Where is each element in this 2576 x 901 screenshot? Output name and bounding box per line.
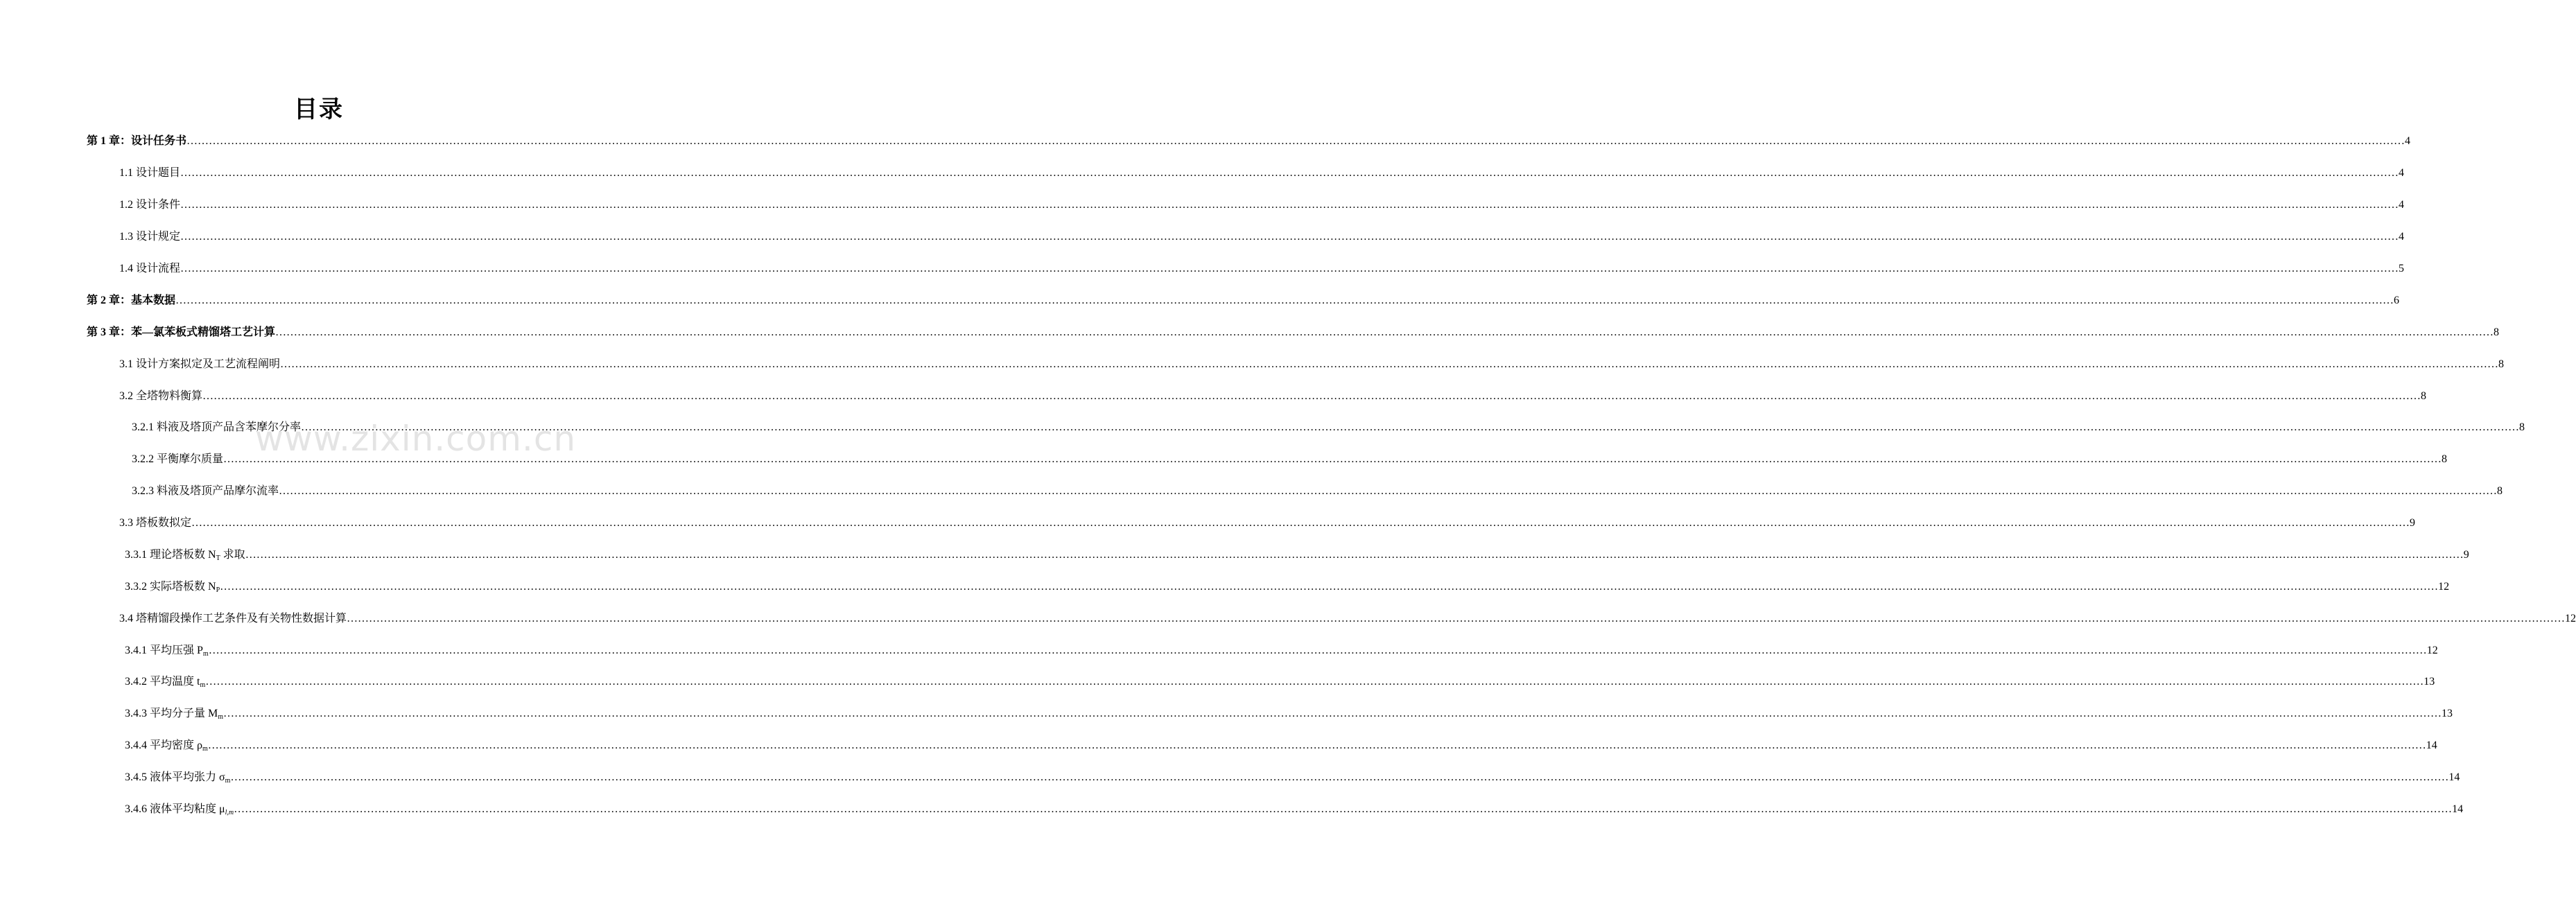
- toc-entry-label: 1.1 设计题目: [119, 167, 181, 179]
- toc-leader: ……………………………………………………………………………………………………………………………………………………………………………………………………………………………………………………………………………………………………………………………………………………………………………………………………………………………………………………………………………………………………………………………………………………: [234, 803, 2453, 815]
- toc-entry-label: 3.1 设计方案拟定及工艺流程阐明: [119, 358, 281, 370]
- toc-entry-3-4-3[interactable]: [125, 706, 2453, 722]
- toc-entry-label: 3.2.3 料液及塔顶产品摩尔流率: [132, 485, 279, 497]
- subscript: m: [218, 713, 224, 721]
- toc-entry-label: 3.2 全塔物料衡算: [119, 390, 203, 402]
- subscript: m: [225, 777, 231, 785]
- toc-entry-3-3-2[interactable]: [125, 579, 2450, 595]
- toc-entry-3-2-2[interactable]: [132, 451, 2448, 468]
- toc-entry-label: 第 2 章：基本数据: [87, 295, 176, 306]
- toc-entry-page: 4: [2405, 135, 2411, 147]
- toc-entry-page: 12: [2438, 581, 2450, 593]
- toc-entry-page: 14: [2452, 803, 2464, 815]
- toc-leader: ……………………………………………………………………………………………………………………………………………………………………………………………………………………………………………………………………………………………………………………………………………………………………………………………………………………………………………………………………………………………………………………………………………………: [208, 645, 2427, 656]
- toc-entry-page: 8: [2519, 421, 2525, 433]
- toc-entry-page: 12: [2426, 645, 2438, 656]
- toc-entry-page: 8: [2442, 453, 2448, 465]
- toc-entry-label: 3.4.1 平均压强 P: [125, 645, 203, 656]
- toc-entry-label: 3.3 塔板数拟定: [119, 517, 192, 529]
- toc-entry-1-3[interactable]: [119, 229, 2405, 245]
- toc-leader: ……………………………………………………………………………………………………………………………………………………………………………………………………………………………………………………………………………………………………………………………………………………………………………………………………………………………………………………………………………………………………………………………………………………: [186, 135, 2405, 147]
- toc-entry-label: 第 1 章：设计任务书: [87, 135, 187, 147]
- toc-leader: ……………………………………………………………………………………………………………………………………………………………………………………………………………………………………………………………………………………………………………………………………………………………………………………………………………………………………………………………………………………………………………………………………………………: [230, 771, 2449, 783]
- toc-leader: ……………………………………………………………………………………………………………………………………………………………………………………………………………………………………………………………………………………………………………………………………………………………………………………………………………………………………………………………………………………………………………………………………………………: [220, 581, 2439, 593]
- toc-entry-page: 14: [2448, 771, 2460, 783]
- toc-leader: ……………………………………………………………………………………………………………………………………………………………………………………………………………………………………………………………………………………………………………………………………………………………………………………………………………………………………………………………………………………………………………………………………………………: [245, 549, 2464, 561]
- toc-leader: ……………………………………………………………………………………………………………………………………………………………………………………………………………………………………………………………………………………………………………………………………………………………………………………………………………………………………………………………………………………………………………………………………………………: [223, 453, 2442, 465]
- subscript: T: [216, 554, 220, 562]
- toc-entry-label: 3.3.2 实际塔板数 N: [125, 581, 216, 593]
- toc-entry-label-group: [125, 547, 245, 567]
- subscript: m: [202, 745, 208, 753]
- toc-title: 目录: [294, 96, 344, 123]
- toc-entry-label: 3.4.2 平均温度 t: [125, 676, 200, 688]
- subscript: m: [200, 681, 206, 689]
- toc-entry-label: 1.4 设计流程: [119, 263, 181, 274]
- toc-entry-label: 3.4.5 液体平均张力 σ: [125, 771, 225, 783]
- toc-entry-page: 14: [2426, 740, 2437, 751]
- toc-entry-label-suffix: 求取: [220, 549, 245, 561]
- toc-entry-page: 9: [2463, 549, 2469, 561]
- toc-entry-page: 8: [2498, 358, 2505, 370]
- toc-leader: ……………………………………………………………………………………………………………………………………………………………………………………………………………………………………………………………………………………………………………………………………………………………………………………………………………………………………………………………………………………………………………………………………………………: [202, 390, 2421, 402]
- toc-leader: ……………………………………………………………………………………………………………………………………………………………………………………………………………………………………………………………………………………………………………………………………………………………………………………………………………………………………………………………………………………………………………………………………………………: [191, 517, 2410, 529]
- toc-entry-label: 3.2.2 平衡摩尔质量: [132, 453, 224, 465]
- toc-entry-label: 3.4 塔精馏段操作工艺条件及有关物性数据计算: [119, 613, 347, 624]
- toc-entry-3-3-1[interactable]: [125, 547, 2469, 563]
- toc-entry-chapter-1[interactable]: [87, 133, 2411, 150]
- toc-entry-3-1[interactable]: [119, 356, 2505, 373]
- toc-entry-label: 1.2 设计条件: [119, 199, 181, 211]
- toc-entry-3-4-4[interactable]: [125, 737, 2437, 754]
- toc-entry-label-group: [125, 579, 220, 599]
- toc-leader: ……………………………………………………………………………………………………………………………………………………………………………………………………………………………………………………………………………………………………………………………………………………………………………………………………………………………………………………………………………………………………………………………………………………: [180, 263, 2399, 274]
- toc-leader: ……………………………………………………………………………………………………………………………………………………………………………………………………………………………………………………………………………………………………………………………………………………………………………………………………………………………………………………………………………………………………………………………………………………: [180, 167, 2399, 179]
- toc-entry-label-group: [125, 769, 230, 789]
- toc-leader: ……………………………………………………………………………………………………………………………………………………………………………………………………………………………………………………………………………………………………………………………………………………………………………………………………………………………………………………………………………………………………………………………………………………: [275, 326, 2494, 338]
- toc-entry-label: 3.3.1 理论塔板数 N: [125, 549, 216, 561]
- toc-entry-page: 8: [2497, 485, 2503, 497]
- toc-entry-page: 13: [2423, 676, 2435, 688]
- toc-leader: ……………………………………………………………………………………………………………………………………………………………………………………………………………………………………………………………………………………………………………………………………………………………………………………………………………………………………………………………………………………………………………………………………………………: [280, 358, 2499, 370]
- toc-entry-1-2[interactable]: [119, 197, 2405, 213]
- toc-entry-page: 5: [2399, 263, 2405, 274]
- toc-entry-label: 3.2.1 料液及塔顶产品含苯摩尔分率: [132, 421, 302, 433]
- toc-leader: ……………………………………………………………………………………………………………………………………………………………………………………………………………………………………………………………………………………………………………………………………………………………………………………………………………………………………………………………………………………………………………………………………………………: [347, 613, 2566, 624]
- watermark: www.zixin.com.cn: [255, 419, 577, 459]
- toc-entry-label-group: [125, 737, 208, 758]
- toc-entry-page: 9: [2410, 517, 2416, 529]
- toc-entry-label: 3.4.6 液体平均粘度 μ: [125, 803, 225, 815]
- toc-entry-label: 1.3 设计规定: [119, 231, 181, 243]
- toc-entry-1-4[interactable]: [119, 261, 2405, 277]
- toc-entry-label: 第 3 章：苯—氯苯板式精馏塔工艺计算: [87, 326, 276, 338]
- toc-entry-page: 4: [2399, 167, 2405, 179]
- toc-entry-3-3[interactable]: [119, 515, 2416, 532]
- toc-entry-3-4-2[interactable]: [125, 674, 2435, 690]
- toc-entry-page: 6: [2394, 295, 2400, 306]
- toc-entry-3-4-6[interactable]: [125, 801, 2464, 818]
- toc-entry-page: 8: [2421, 390, 2427, 402]
- toc-leader: ……………………………………………………………………………………………………………………………………………………………………………………………………………………………………………………………………………………………………………………………………………………………………………………………………………………………………………………………………………………………………………………………………………………: [207, 740, 2426, 751]
- toc-entry-label-group: [125, 706, 223, 726]
- toc-leader: ……………………………………………………………………………………………………………………………………………………………………………………………………………………………………………………………………………………………………………………………………………………………………………………………………………………………………………………………………………………………………………………………………………………: [175, 295, 2394, 306]
- toc-entry-3-4-5[interactable]: [125, 769, 2460, 786]
- toc-entry-page: 4: [2399, 199, 2405, 211]
- toc-entry-label: 3.4.4 平均密度 ρ: [125, 740, 202, 751]
- toc-entry-3-4-1[interactable]: [125, 642, 2438, 659]
- toc-leader: ……………………………………………………………………………………………………………………………………………………………………………………………………………………………………………………………………………………………………………………………………………………………………………………………………………………………………………………………………………………………………………………………………………………: [180, 199, 2399, 211]
- subscript: l,m: [225, 809, 234, 816]
- toc-entry-page: 8: [2494, 326, 2500, 338]
- toc-entry-chapter-3[interactable]: [87, 324, 2500, 341]
- toc-leader: ……………………………………………………………………………………………………………………………………………………………………………………………………………………………………………………………………………………………………………………………………………………………………………………………………………………………………………………………………………………………………………………………………………………: [301, 421, 2520, 433]
- toc-entry-label-group: [125, 801, 234, 821]
- toc-entry-chapter-2[interactable]: [87, 292, 2400, 309]
- toc-entry-page: 12: [2565, 613, 2576, 624]
- toc-entry-3-2-1[interactable]: [132, 419, 2525, 436]
- toc-entry-label-group: [125, 674, 205, 694]
- toc-entry-3-2-3[interactable]: [132, 483, 2503, 500]
- toc-entry-1-1[interactable]: [119, 165, 2405, 182]
- toc-entry-label: 3.4.3 平均分子量 M: [125, 708, 218, 719]
- subscript: m: [202, 650, 209, 658]
- toc-entry-3-2[interactable]: [119, 388, 2427, 405]
- toc-entry-page: 13: [2442, 708, 2453, 719]
- toc-entry-page: 4: [2399, 231, 2405, 243]
- subscript: P: [216, 586, 220, 594]
- toc-leader: ……………………………………………………………………………………………………………………………………………………………………………………………………………………………………………………………………………………………………………………………………………………………………………………………………………………………………………………………………………………………………………………………………………………: [205, 676, 2424, 688]
- toc-leader: ……………………………………………………………………………………………………………………………………………………………………………………………………………………………………………………………………………………………………………………………………………………………………………………………………………………………………………………………………………………………………………………………………………………: [180, 231, 2399, 243]
- toc-leader: ……………………………………………………………………………………………………………………………………………………………………………………………………………………………………………………………………………………………………………………………………………………………………………………………………………………………………………………………………………………………………………………………………………………: [279, 485, 2498, 497]
- toc-leader: ……………………………………………………………………………………………………………………………………………………………………………………………………………………………………………………………………………………………………………………………………………………………………………………………………………………………………………………………………………………………………………………………………………………: [223, 708, 2442, 719]
- toc-entry-3-4[interactable]: [119, 611, 2576, 627]
- toc-entry-label-group: [125, 642, 209, 663]
